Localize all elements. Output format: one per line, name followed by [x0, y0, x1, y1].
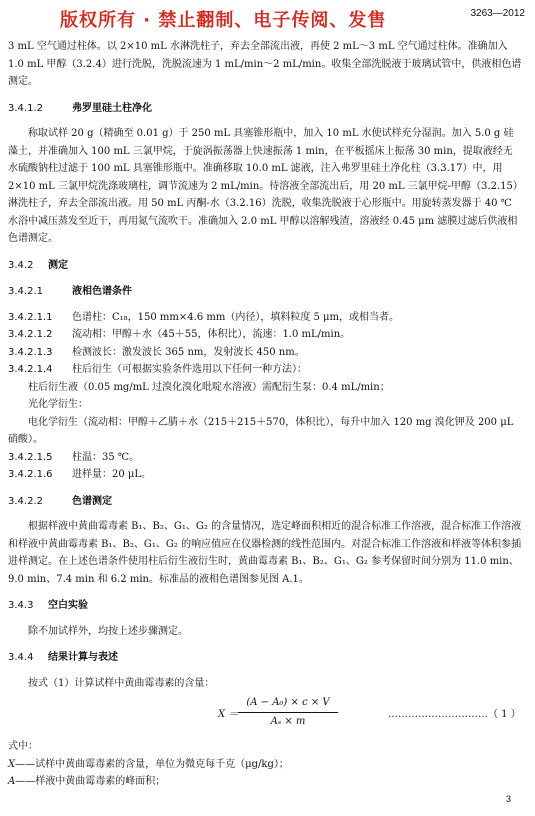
derivation-option: 光化学衍生：: [28, 399, 88, 410]
item-number: 3.4.2.1.2: [8, 329, 53, 340]
paragraph-measurement: 根据样液中黄曲霉毒素 B₁、B₂、G₁、G₂ 的含量情况，选定峰面积相近的混合标准工作溶液，混合标准工作溶液和样液中黄曲霉毒素 B₁、B₂、G₁、G₂ 的响应值应在仪器检测的线性范围内。对混合标准工作溶液和样液等体积参插进样测定。在上述色谱条件使用柱后衍生液衍生时，黄曲霉毒素 B₁、B₂、G₁、G₂ 参考保留时间分别为 11.0 min、9.0 min、7.4 min 和 6.2 min。标准品的液相色谱图参见图 A.1。: [8, 521, 522, 585]
heading-3412: [8, 100, 522, 118]
derivation-option: 柱后衍生液（0.05 mg/mL 过溴化溴化吡啶水溶液）需配衍生泵：0.4 mL/min；: [28, 381, 390, 393]
section-number: 3.4.2.1: [8, 286, 43, 297]
standard-code: 3263—2012: [470, 8, 525, 19]
item-number: 3.4.2.1.1: [8, 311, 53, 323]
condition-item: [8, 344, 522, 362]
formula-number: …………………………（ 1 ）: [388, 709, 521, 720]
heading-3422: [8, 493, 522, 511]
condition-item: [8, 326, 522, 344]
formula-denominator: Aₛ × m: [270, 715, 306, 727]
variable-symbol: X: [8, 758, 16, 770]
item-number: 3.4.2.1.5: [8, 451, 53, 463]
section-title: 液相色谱条件: [72, 286, 132, 297]
variable-text: ——样液中黄曲霉毒素的峰面积；: [15, 776, 166, 787]
condition-item: [8, 449, 522, 467]
section-title: 弗罗里硅土柱净化: [72, 102, 152, 114]
item-text: 进样量：20 μL。: [72, 469, 152, 480]
section-title: 结果计算与表述: [48, 652, 118, 663]
item-number: 3.4.2.1.3: [8, 346, 53, 358]
derivation-option: 电化学衍生（流动相：甲醇＋乙腈＋水（215＋215＋570，体积比），每升中加入 120 mg 溴化钾及 200 μL 硝酸）。: [8, 416, 514, 445]
variable-text: ——试样中黄曲霉毒素的含量，单位为微克每千克（μg/kg）；: [15, 758, 289, 770]
section-number: 3.4.2.2: [8, 495, 43, 507]
heading-3421: [8, 283, 522, 301]
section-number: 3.4.4: [8, 652, 34, 663]
item-text: 柱后衍生（可根据实验条件选用以下任何一种方法）：: [72, 364, 307, 375]
section-title: 空白实验: [48, 600, 88, 611]
item-text: 色谱柱：C₁₈，150 mm×4.6 mm（内径），填料粒度 5 μm，或相当者。: [72, 311, 400, 323]
page-number: 3: [505, 794, 511, 804]
paragraph-blank: 除不加试样外，均按上述步骤测定。: [28, 625, 188, 637]
item-number: 3.4.2.1.6: [8, 469, 53, 480]
variable-definition: [8, 756, 522, 774]
variable-symbol: A: [8, 776, 16, 787]
formula-fraction: [238, 694, 338, 730]
where-label: 式中：: [8, 741, 38, 752]
condition-item: [8, 361, 522, 379]
section-number: 3.4.2: [8, 259, 34, 271]
section-number: 3.4.3: [8, 600, 34, 611]
paragraph-calculation: 按式（1）计算试样中黄曲霉毒素的含量：: [28, 677, 215, 689]
item-text: 流动相：甲醇＋水（45＋55，体积比），流速：1.0 mL/min。: [72, 329, 351, 340]
heading-342: [8, 257, 522, 275]
section-title: 色谱测定: [72, 495, 112, 507]
variable-definition: [8, 773, 522, 791]
item-number: 3.4.2.1.4: [8, 364, 53, 375]
item-text: 检测波长：激发波长 365 nm，发射波长 450 nm。: [72, 346, 305, 358]
copyright-banner: 版权所有 · 禁止翻制、电子传阅、发售: [60, 10, 387, 31]
paragraph-elution: 3 mL 空气通过柱体。以 2×10 mL 水淋洗柱子，弃去全部流出液，再使 2 mL～3 mL 空气通过柱体。准确加入 1.0 mL 甲醇（3.2.4）进行洗脱，洗脱流速为 1 mL/min～2 mL/min。收集全部洗脱液于玻璃试管中，供液相色谱测定。: [8, 41, 522, 87]
formula-numerator: (A − A₀) × c × V: [238, 694, 338, 713]
formula-lhs: X ＝: [218, 709, 239, 720]
section-number: 3.4.1.2: [8, 102, 43, 114]
document-body: [8, 38, 522, 791]
paragraph-florisil: 称取试样 20 g（精确至 0.01 g）于 250 mL 具塞锥形瓶中，加入 10 mL 水使试样充分湿润。加入 5.0 g 硅藻土，并准确加入 100 mL 三氯甲烷，于旋涡振荡器上快速振荡 1 min，在平板摇床上振荡 30 min，提取液经无水硫酸钠柱过滤于 100 mL 具塞锥形瓶中。准确移取 10.0 mL 滤液，注入弗罗里硅土净化柱（3.3.17）中，用 2×10 mL 三氯甲烷洗涤玻璃柱，调节流速为 2 mL/min。待溶液全部流出后，用 20 mL 三氯甲烷-甲醇（3.2.15）淋洗柱子，弃去全部流出液。用 50 mL 丙酮-水（3.2.16）洗脱，收集洗脱液于心形瓶中。用旋转蒸发器于 40 ℃ 水浴中减压蒸发至近干，再用氮气流吹干。准确加入 2.0 mL 甲醇以溶解残渣，溶液经 0.45 μm 滤膜过滤后供液相色谱测定。: [8, 128, 518, 244]
heading-344: [8, 649, 522, 667]
formula-1: [8, 694, 522, 734]
condition-item: [8, 309, 522, 327]
section-title: 测定: [48, 259, 68, 271]
item-text: 柱温：35 ℃。: [72, 451, 140, 463]
condition-item: [8, 466, 522, 484]
heading-343: [8, 597, 522, 615]
